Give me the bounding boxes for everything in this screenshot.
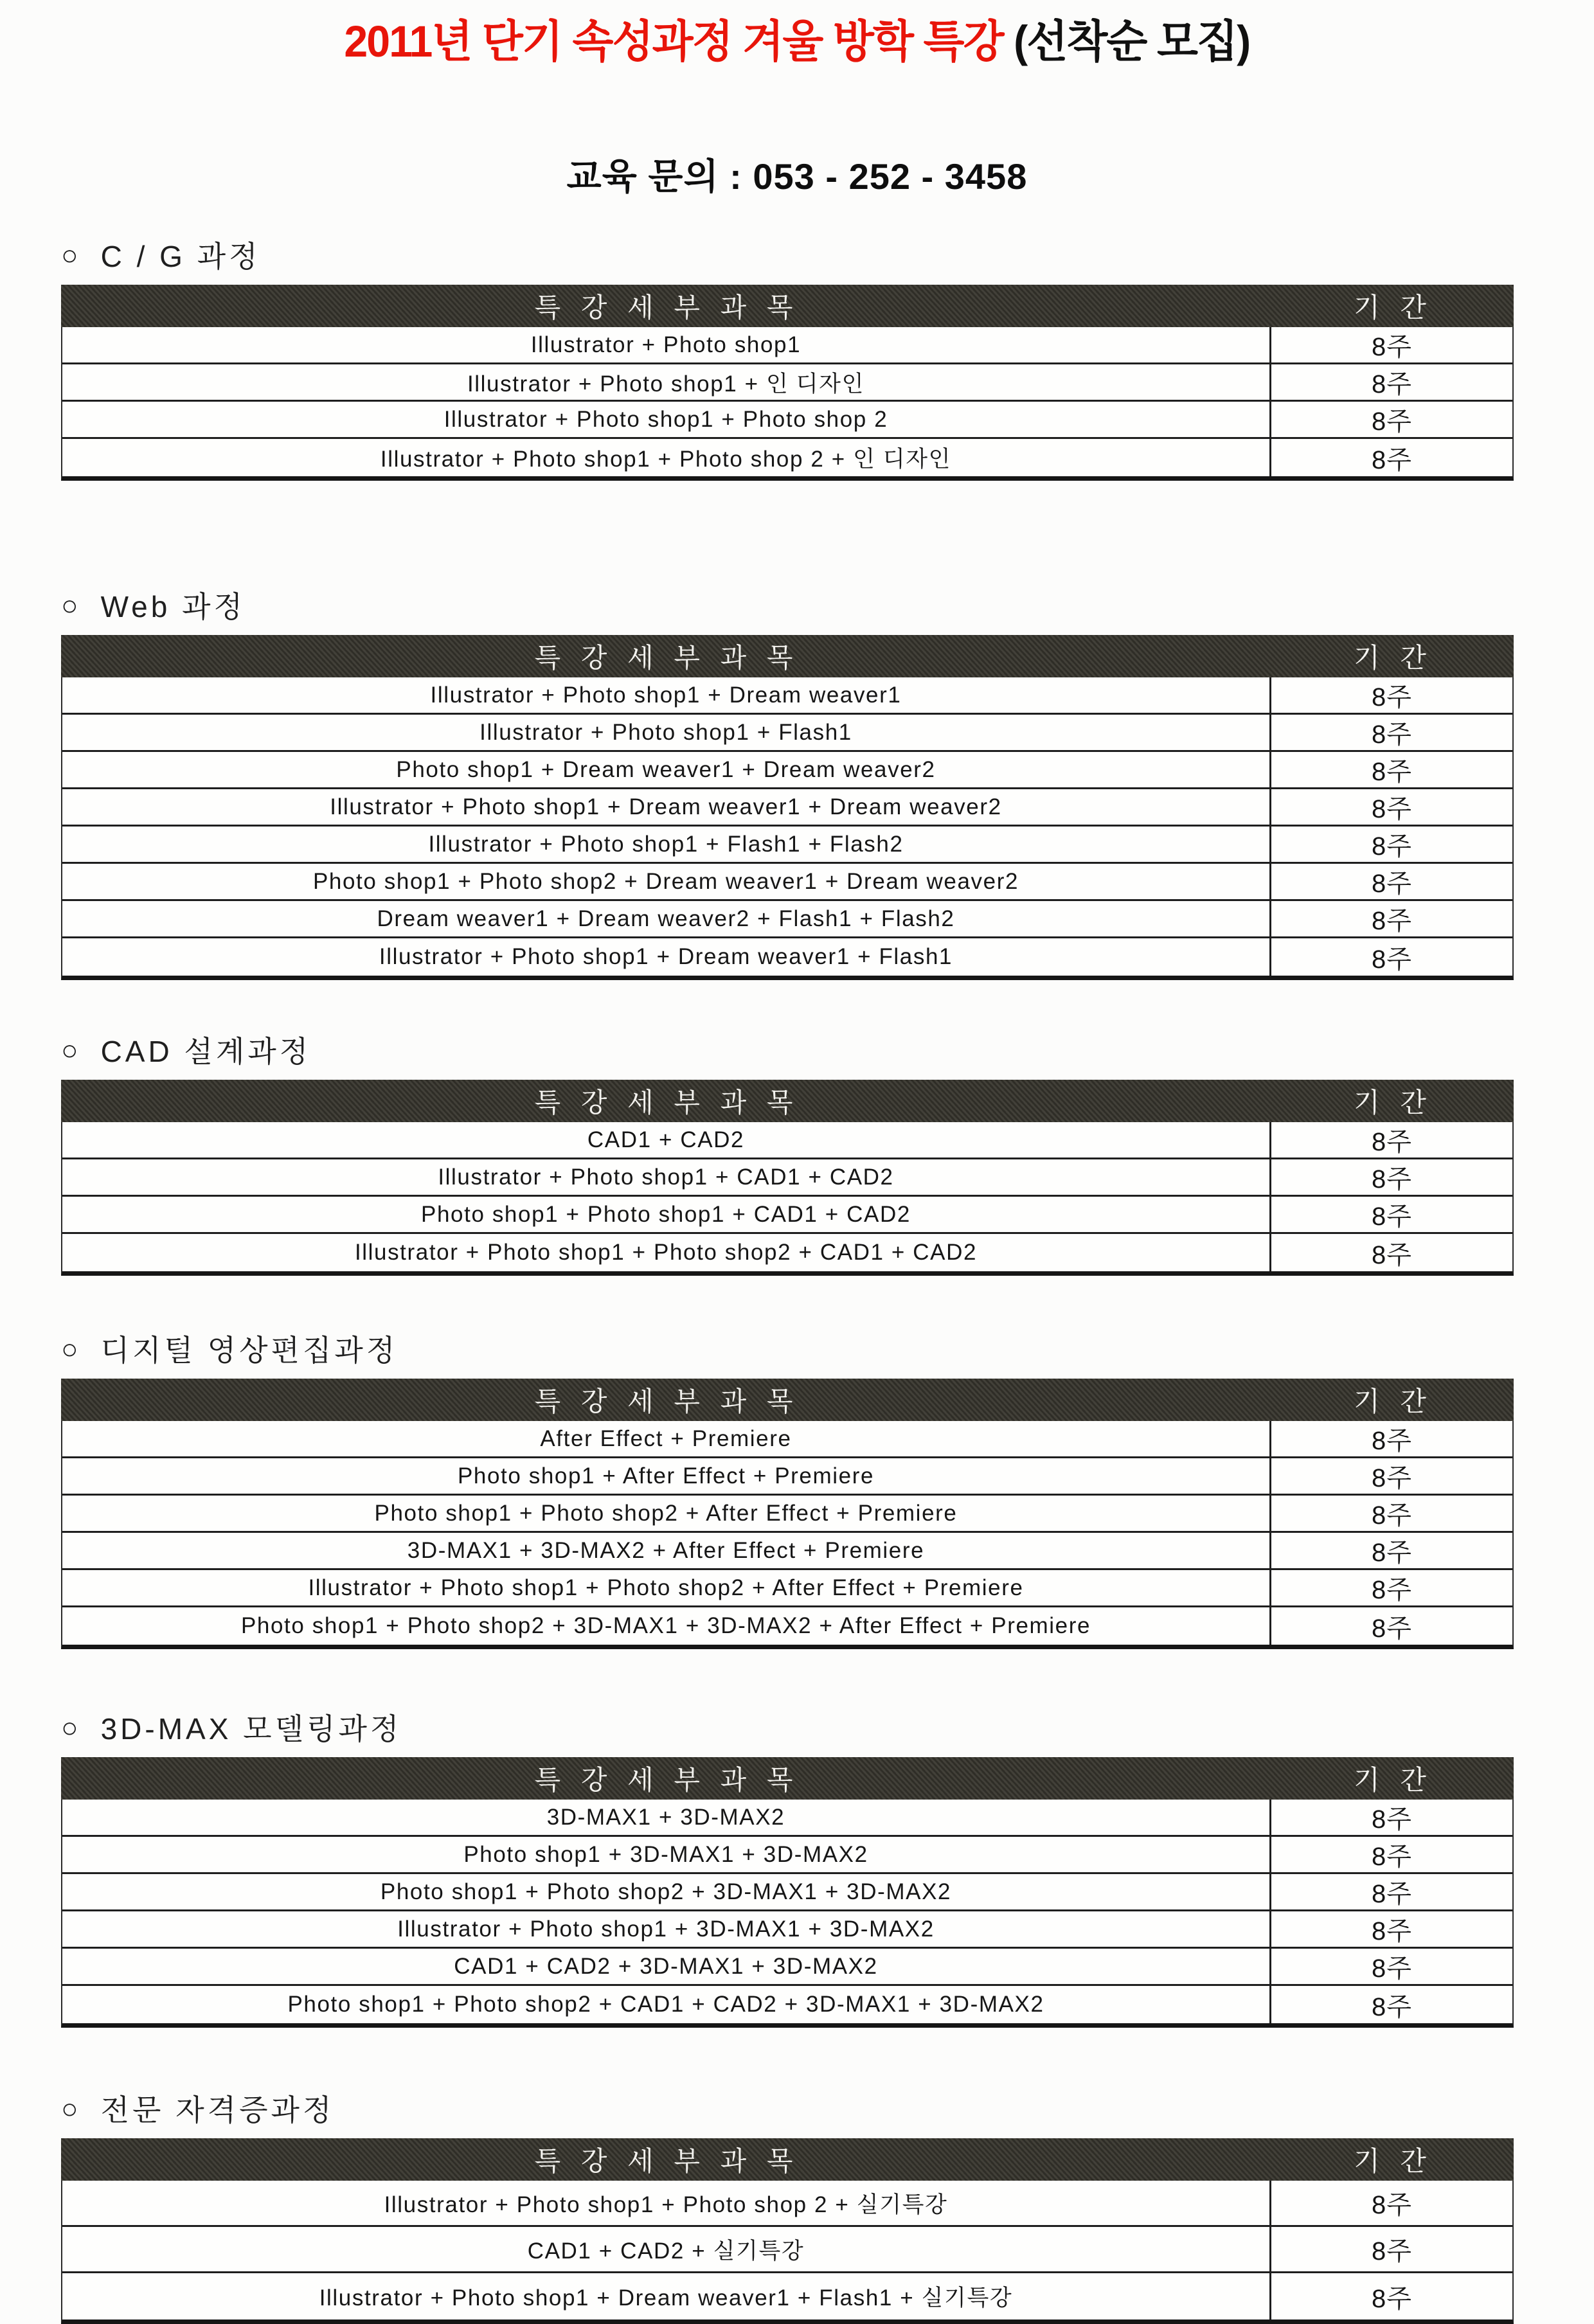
- col-header-duration: 기 간: [1354, 1087, 1433, 1118]
- cell-subject: 3D-MAX1 + 3D-MAX2 + After Effect + Premiere: [62, 1533, 1271, 1568]
- col-header-subject: 특 강 세 부 과 목: [534, 643, 800, 674]
- page-title: [0, 17, 1594, 66]
- col-header-duration: 기 간: [1354, 1386, 1433, 1417]
- table-row: [62, 2181, 1512, 2227]
- table-header-row: [61, 1080, 1514, 1122]
- table-row: [62, 1800, 1512, 1837]
- table-row: [62, 439, 1512, 476]
- cell-duration: 8주: [1372, 907, 1412, 936]
- table-header-row: [61, 1379, 1514, 1421]
- cell-duration: 8주: [1372, 1202, 1412, 1231]
- cell-subject: Photo shop1 + Photo shop2 + 3D-MAX1 + 3D-MAX2: [62, 1874, 1271, 1909]
- table-row: [62, 864, 1512, 901]
- cell-duration: 8주: [1372, 1992, 1412, 2021]
- section-bullet-icon: ○: [61, 590, 82, 622]
- table-row: [62, 677, 1512, 715]
- cell-duration: 8주: [1372, 1240, 1412, 1269]
- section-bullet-icon: ○: [61, 240, 82, 272]
- page-title-main: 2011년 단기 속성과정 겨울 방학 특강: [344, 17, 1014, 66]
- cell-subject: Illustrator + Photo shop1 + Dream weaver1 + Dream weaver2: [62, 789, 1271, 825]
- cell-duration: 8주: [1372, 1954, 1412, 1983]
- table-row: [62, 364, 1512, 402]
- section-heading: [61, 2087, 1514, 2129]
- section-video: [61, 1327, 1514, 1649]
- cell-subject: Photo shop1 + After Effect + Premiere: [62, 1458, 1271, 1494]
- course-table: [61, 635, 1514, 980]
- col-header-subject: 특 강 세 부 과 목: [534, 2146, 800, 2177]
- table-header-row: [61, 2138, 1514, 2181]
- cell-subject: Photo shop1 + Photo shop2 + CAD1 + CAD2 + 3D-MAX1 + 3D-MAX2: [62, 1986, 1271, 2023]
- course-table: [61, 285, 1514, 481]
- table-body: [61, 677, 1514, 980]
- section-heading: [61, 1327, 1514, 1370]
- cell-duration: 8주: [1372, 1805, 1412, 1834]
- table-row: [62, 327, 1512, 364]
- cell-subject: Illustrator + Photo shop1 + Photo shop2 + After Effect + Premiere: [62, 1570, 1271, 1605]
- cell-subject: Illustrator + Photo shop1 + Photo shop 2 + 인 디자인: [62, 439, 1271, 476]
- section-title: C / G 과정: [100, 240, 261, 274]
- cell-duration: 8주: [1372, 1165, 1412, 1194]
- table-body: [61, 327, 1514, 481]
- table-row: [62, 1159, 1512, 1197]
- cell-duration: 8주: [1372, 870, 1412, 898]
- table-body: [61, 1122, 1514, 1276]
- section-heading: [61, 1028, 1514, 1071]
- cell-duration: 8주: [1372, 1880, 1412, 1909]
- section-bullet-icon: ○: [61, 1712, 82, 1744]
- table-row: [62, 789, 1512, 827]
- cell-duration: 8주: [1372, 445, 1412, 474]
- cell-subject: Illustrator + Photo shop1 + Flash1 + Flash2: [62, 827, 1271, 862]
- table-body: [61, 2181, 1514, 2324]
- cell-duration: 8주: [1372, 1576, 1412, 1605]
- cell-duration: 8주: [1372, 683, 1412, 712]
- cell-subject: Photo shop1 + Photo shop2 + 3D-MAX1 + 3D-MAX2 + After Effect + Premiere: [62, 1607, 1271, 1645]
- table-row: [62, 1234, 1512, 1271]
- cell-duration: 8주: [1372, 407, 1412, 436]
- cell-duration: 8주: [1372, 2191, 1412, 2220]
- table-row: [62, 1949, 1512, 1986]
- section-cg: [61, 233, 1514, 481]
- section-web: [61, 584, 1514, 980]
- table-row: [62, 938, 1512, 976]
- table-body: [61, 1421, 1514, 1649]
- table-row: [62, 402, 1512, 439]
- table-body: [61, 1800, 1514, 2028]
- cell-duration: 8주: [1372, 333, 1412, 362]
- col-header-subject: 특 강 세 부 과 목: [534, 292, 800, 323]
- course-table: [61, 2138, 1514, 2324]
- cell-subject: Photo shop1 + Photo shop1 + CAD1 + CAD2: [62, 1197, 1271, 1232]
- cell-subject: Photo shop1 + Photo shop2 + After Effect + Premiere: [62, 1496, 1271, 1531]
- cell-subject: Photo shop1 + Photo shop2 + Dream weaver1 + Dream weaver2: [62, 864, 1271, 899]
- cell-subject: Illustrator + Photo shop1: [62, 327, 1271, 362]
- cell-subject: Illustrator + Photo shop1 + 인 디자인: [62, 364, 1271, 400]
- section-bullet-icon: ○: [61, 1035, 82, 1067]
- section-cert: [61, 2087, 1514, 2324]
- cell-subject: Illustrator + Photo shop1 + Photo shop 2: [62, 402, 1271, 437]
- section-title: CAD 설계과정: [100, 1035, 312, 1069]
- table-row: [62, 1837, 1512, 1874]
- col-header-duration: 기 간: [1354, 292, 1433, 323]
- cell-subject: Illustrator + Photo shop1 + Flash1: [62, 715, 1271, 750]
- table-row: [62, 2273, 1512, 2320]
- col-header-subject: 특 강 세 부 과 목: [534, 1765, 800, 1796]
- cell-subject: After Effect + Premiere: [62, 1421, 1271, 1456]
- document-header: [0, 0, 1594, 200]
- cell-duration: 8주: [1372, 2284, 1412, 2313]
- table-row: [62, 2227, 1512, 2273]
- cell-subject: Photo shop1 + Dream weaver1 + Dream weaver2: [62, 752, 1271, 787]
- section-title: Web 과정: [100, 590, 246, 624]
- cell-duration: 8주: [1372, 1501, 1412, 1530]
- course-table: [61, 1080, 1514, 1276]
- table-row: [62, 1496, 1512, 1533]
- cell-subject: Illustrator + Photo shop1 + Dream weaver1 + Flash1 + 실기특강: [62, 2273, 1271, 2320]
- section-title: 3D-MAX 모델링과정: [100, 1712, 402, 1746]
- table-row: [62, 1197, 1512, 1234]
- cell-subject: Illustrator + Photo shop1 + Photo shop2 + CAD1 + CAD2: [62, 1234, 1271, 1271]
- section-cad: [61, 1028, 1514, 1276]
- cell-duration: 8주: [1372, 720, 1412, 749]
- section-title: 전문 자격증과정: [100, 2093, 335, 2127]
- table-row: [62, 1533, 1512, 1570]
- cell-duration: 8주: [1372, 832, 1412, 861]
- cell-duration: 8주: [1372, 1128, 1412, 1157]
- cell-subject: 3D-MAX1 + 3D-MAX2: [62, 1800, 1271, 1835]
- cell-duration: 8주: [1372, 1539, 1412, 1568]
- col-header-duration: 기 간: [1354, 2146, 1433, 2177]
- course-table: [61, 1379, 1514, 1649]
- section-title: 디지털 영상편집과정: [100, 1334, 398, 1368]
- cell-subject: Dream weaver1 + Dream weaver2 + Flash1 + Flash2: [62, 901, 1271, 936]
- cell-duration: 8주: [1372, 758, 1412, 787]
- table-row: [62, 1607, 1512, 1645]
- col-header-subject: 특 강 세 부 과 목: [534, 1386, 800, 1417]
- table-row: [62, 752, 1512, 789]
- cell-duration: 8주: [1372, 2237, 1412, 2266]
- table-row: [62, 1458, 1512, 1496]
- section-heading: [61, 1706, 1514, 1748]
- cell-subject: Illustrator + Photo shop1 + 3D-MAX1 + 3D-MAX2: [62, 1911, 1271, 1947]
- page-title-paren: (선착순 모집): [1014, 17, 1250, 66]
- cell-duration: 8주: [1372, 1427, 1412, 1456]
- cell-subject: CAD1 + CAD2: [62, 1122, 1271, 1158]
- table-row: [62, 1421, 1512, 1458]
- section-bullet-icon: ○: [61, 1334, 82, 1366]
- cell-subject: Illustrator + Photo shop1 + Dream weaver1: [62, 677, 1271, 713]
- cell-subject: Illustrator + Photo shop1 + Dream weaver1 + Flash1: [62, 938, 1271, 976]
- cell-subject: Photo shop1 + 3D-MAX1 + 3D-MAX2: [62, 1837, 1271, 1872]
- cell-duration: 8주: [1372, 945, 1412, 974]
- table-row: [62, 827, 1512, 864]
- cell-subject: CAD1 + CAD2 + 실기특강: [62, 2227, 1271, 2271]
- section-heading: [61, 584, 1514, 626]
- table-header-row: [61, 635, 1514, 677]
- cell-duration: 8주: [1372, 370, 1412, 399]
- cell-subject: CAD1 + CAD2 + 3D-MAX1 + 3D-MAX2: [62, 1949, 1271, 1984]
- col-header-duration: 기 간: [1354, 643, 1433, 674]
- section-3dmax: [61, 1706, 1514, 2028]
- table-row: [62, 715, 1512, 752]
- table-row: [62, 1122, 1512, 1159]
- cell-duration: 8주: [1372, 1917, 1412, 1946]
- course-table: [61, 1757, 1514, 2028]
- col-header-subject: 특 강 세 부 과 목: [534, 1087, 800, 1118]
- section-heading: [61, 233, 1514, 276]
- table-row: [62, 1911, 1512, 1949]
- table-row: [62, 1570, 1512, 1607]
- cell-subject: Illustrator + Photo shop1 + CAD1 + CAD2: [62, 1159, 1271, 1195]
- section-bullet-icon: ○: [61, 2093, 82, 2125]
- cell-duration: 8주: [1372, 1464, 1412, 1493]
- cell-subject: Illustrator + Photo shop1 + Photo shop 2 + 실기특강: [62, 2181, 1271, 2225]
- table-header-row: [61, 285, 1514, 327]
- table-row: [62, 1986, 1512, 2023]
- table-header-row: [61, 1757, 1514, 1800]
- cell-duration: 8주: [1372, 1843, 1412, 1872]
- cell-duration: 8주: [1372, 1614, 1412, 1643]
- table-row: [62, 1874, 1512, 1911]
- table-row: [62, 901, 1512, 938]
- col-header-duration: 기 간: [1354, 1765, 1433, 1796]
- cell-duration: 8주: [1372, 795, 1412, 824]
- contact-line: 교육 문의 : 053 - 252 - 3458: [566, 156, 1028, 197]
